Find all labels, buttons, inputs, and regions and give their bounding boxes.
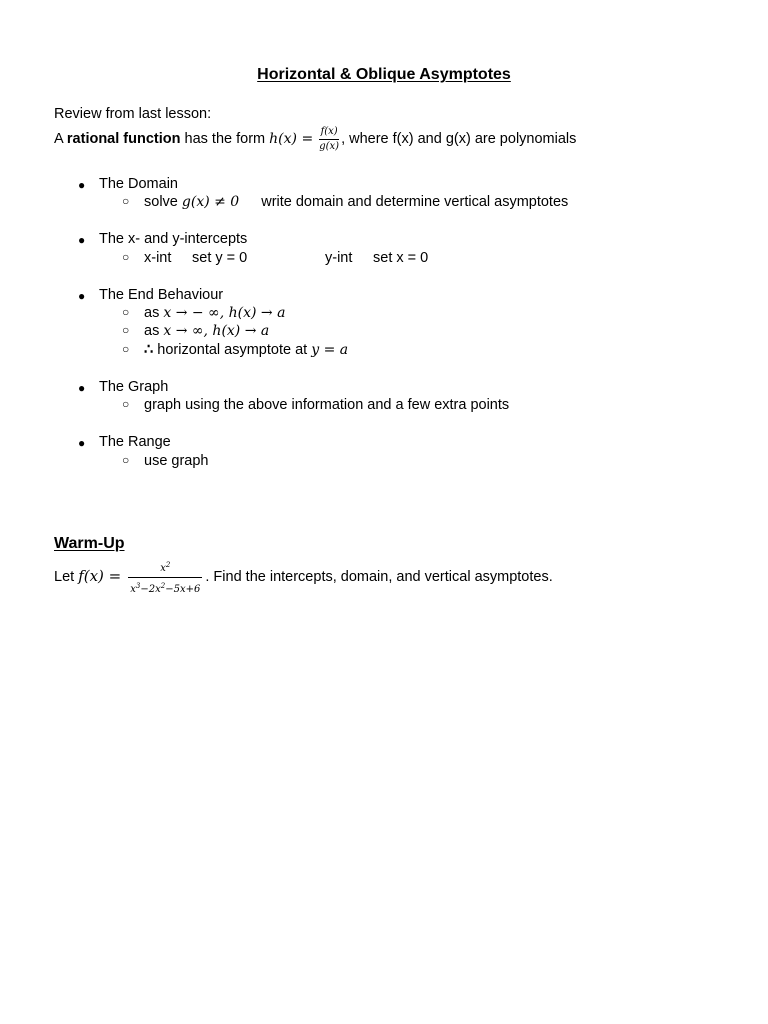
rf-formula-lhs: h(x) =: [269, 131, 314, 147]
circle-bullet-icon: ○: [122, 342, 130, 356]
end-behaviour-item-pos: as x → ∞, h(x) → a: [144, 323, 270, 339]
warmup-question: Let f(x) = $\frac{x^2}{x^3-2x^2-5x+6}$ . Find the intercepts, domain, and vertical asymptotes.: [54, 560, 553, 595]
page-title: Horizontal & Oblique Asymptotes: [257, 66, 511, 83]
bullet-icon: ●: [78, 233, 86, 247]
rational-function-term: rational function: [66, 131, 181, 147]
circle-bullet-icon: ○: [122, 453, 130, 467]
bullet-icon: ●: [78, 289, 86, 303]
yint-text: y-int: [325, 250, 353, 266]
end-behaviour-conclusion: ∴ horizontal asymptote at y = a: [144, 342, 349, 358]
review-intro: Review from last lesson:: [54, 106, 212, 122]
circle-bullet-icon: ○: [122, 397, 130, 411]
circle-bullet-icon: ○: [122, 194, 130, 208]
section-end-behaviour-label: The End Behaviour: [99, 287, 224, 303]
warmup-heading: Warm-Up: [54, 535, 125, 552]
bullet-icon: ●: [78, 381, 86, 395]
circle-bullet-icon: ○: [122, 305, 130, 319]
domain-subitem: solve g(x) ≠ 0 write domain and determine vertical asymptotes: [144, 194, 569, 210]
section-intercepts-label: The x- and y-intercepts: [99, 231, 248, 247]
end-behaviour-item-neg: as x → − ∞, h(x) → a: [144, 305, 286, 321]
bullet-icon: ●: [78, 178, 86, 192]
xint-rule: set y = 0: [192, 250, 248, 266]
circle-bullet-icon: ○: [122, 250, 130, 264]
section-graph-label: The Graph: [99, 379, 169, 395]
xint-text: x-int: [144, 250, 172, 266]
therefore-symbol: ∴: [144, 342, 154, 358]
section-range-label: The Range: [99, 434, 171, 450]
warmup-lhs: f(x) =: [78, 567, 122, 585]
bullet-icon: ●: [78, 436, 86, 450]
yint-rule: set x = 0: [373, 250, 429, 266]
warmup-fraction: $\frac{x^2}{x^3-2x^2-5x+6}$: [130, 560, 201, 595]
rational-function-definition: A rational function has the form h(x) = $\frac{f(x)}{g(x)}$ , where f(x) and g(x) are polynomials: [54, 125, 577, 152]
rf-fraction: $\frac{f(x)}{g(x)}$: [319, 125, 340, 152]
section-domain-label: The Domain: [99, 176, 178, 192]
circle-bullet-icon: ○: [122, 323, 130, 337]
range-subitem: use graph: [144, 453, 209, 469]
graph-subitem: graph using the above information and a few extra points: [144, 397, 510, 413]
